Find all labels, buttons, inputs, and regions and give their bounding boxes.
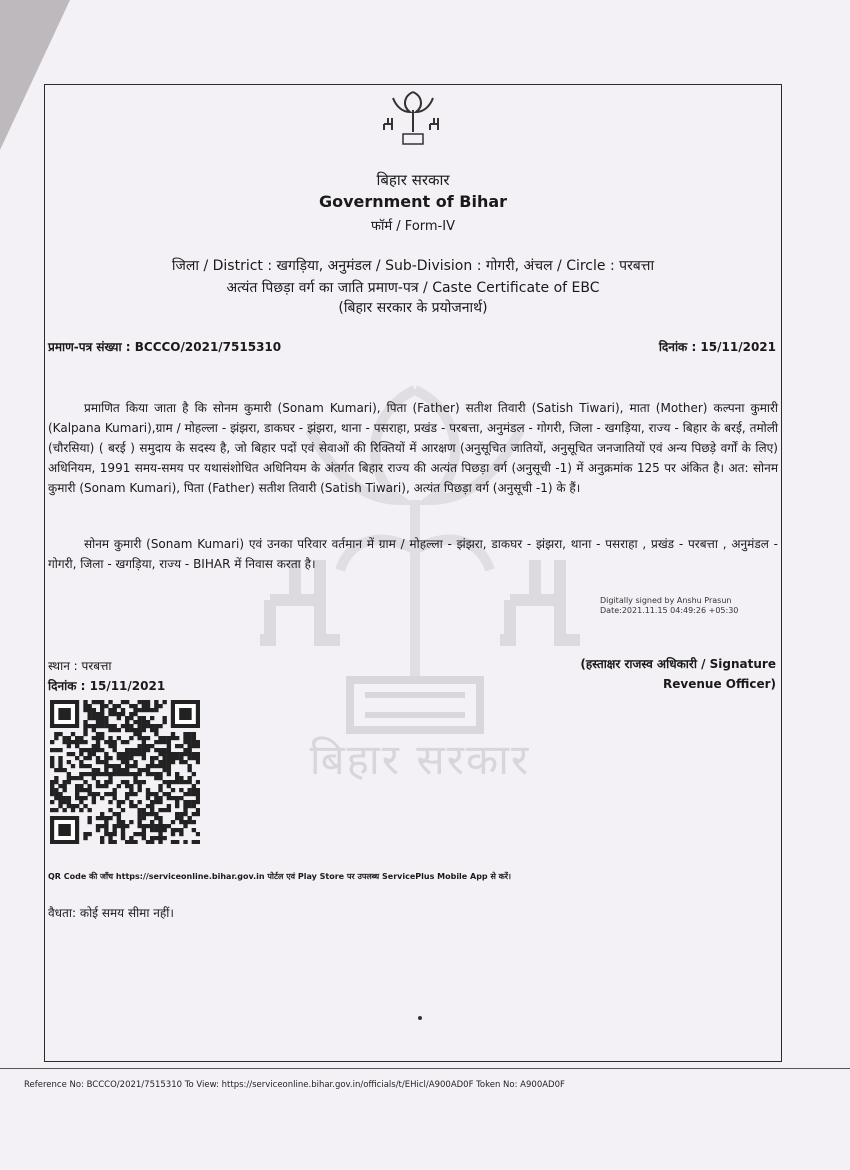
watermark-text: बिहार सरकार bbox=[309, 735, 531, 784]
certificate-purpose: (बिहार सरकार के प्रयोजनार्थ) bbox=[338, 300, 488, 316]
header-hindi-title: बिहार सरकार bbox=[376, 171, 450, 189]
certificate-paragraph-2: सोनम कुमारी (Sonam Kumari) एवं उनका परिवार वर्तमान में ग्राम / मोहल्ला - झंझरा, डाकघर - झंझरा, थाना - पसराहा , प्रखंड - परबत्ता , अनुमंडल - गोगरी, जिला - खगड़िया, राज्य - BIHAR में निवास करता है। bbox=[48, 537, 778, 571]
digital-signature bbox=[600, 596, 738, 616]
certificate-date: दिनांक : 15/11/2021 bbox=[658, 340, 776, 354]
certificate-paragraph-1: प्रमाणित किया जाता है कि सोनम कुमारी (Sonam Kumari), पिता (Father) सतीश तिवारी (Satish Tiwari), माता (Mother) कल्पना कुमारी (Kalpana Kumari),ग्राम / मोहल्ला - झंझरा, डाकघर - झंझरा, थाना - पसराहा, प्रखंड - परबत्ता, अनुमंडल - गोगरी, जिला - खगड़िया, राज्य - बिहार के बरई, तमोली (चौरसिया) ( बरई ) समुदाय के सदस्य है, जो बिहार पदों एवं सेवाओं की रिक्तियों में आरक्षण (अनुसूचित जातियों, अनुसूचित जनजातियों एवं अन्य पिछड़े वर्गों के लिए) अधिनियम, 1991 समय-समय पर यथासंशोधित अधिनियम के अंतर्गत बिहार राज्य की अत्यंत पिछड़ा वर्ग (अनुसूची -1) में अनुक्रमांक 125 पर अंकित है। अत: सोनम कुमारी (Sonam Kumari), पिता (Father) सतीश तिवारी (Satish Tiwari), अत्यंत पिछड़ा वर्ग (अनुसूची -1) के हैं। bbox=[48, 401, 778, 495]
paper-speck bbox=[418, 1016, 422, 1020]
digital-signature-date: Date:2021.11.15 04:49:26 +05:30 bbox=[600, 606, 739, 615]
signature-block bbox=[580, 654, 776, 694]
footer-reference: Reference No: BCCCO/2021/7515310 To View: https://serviceonline.bihar.gov.in/officials/t/EHicl/A900AD0F Token No: A900AD0F bbox=[24, 1080, 565, 1090]
signature-line-1: (हस्ताक्षर राजस्व अधिकारी / Signature bbox=[580, 657, 776, 671]
place-date-block bbox=[48, 656, 165, 696]
bihar-emblem-icon bbox=[378, 88, 448, 150]
certificate-number: प्रमाण-पत्र संख्या : BCCCO/2021/7515310 bbox=[48, 340, 282, 354]
digital-signature-name: Digitally signed by Anshu Prasun bbox=[600, 596, 732, 605]
certificate-meta-row bbox=[48, 338, 776, 355]
district-line: जिला / District : खगड़िया, अनुमंडल / Sub-Division : गोगरी, अंचल / Circle : परबत्ता bbox=[171, 258, 655, 274]
validity-note: वैधता: कोई समय सीमा नहीं। bbox=[48, 906, 174, 920]
place-label: स्थान : परबत्ता bbox=[48, 659, 112, 673]
form-label: फॉर्म / Form-IV bbox=[371, 219, 455, 234]
certificate-title: अत्यंत पिछड़ा वर्ग का जाति प्रमाण-पत्र / Caste Certificate of EBC bbox=[226, 280, 600, 296]
qr-code[interactable] bbox=[50, 700, 200, 844]
issue-date: दिनांक : 15/11/2021 bbox=[48, 679, 166, 693]
qr-verification-note: QR Code की जाँच https://serviceonline.bihar.gov.in पोर्टल एवं Play Store पर उपलब्ध ServicePlus Mobile App से करें। bbox=[48, 872, 512, 881]
footer-divider bbox=[0, 1068, 850, 1069]
header-english-title: Government of Bihar bbox=[318, 192, 508, 211]
signature-line-2: Revenue Officer) bbox=[663, 677, 776, 691]
